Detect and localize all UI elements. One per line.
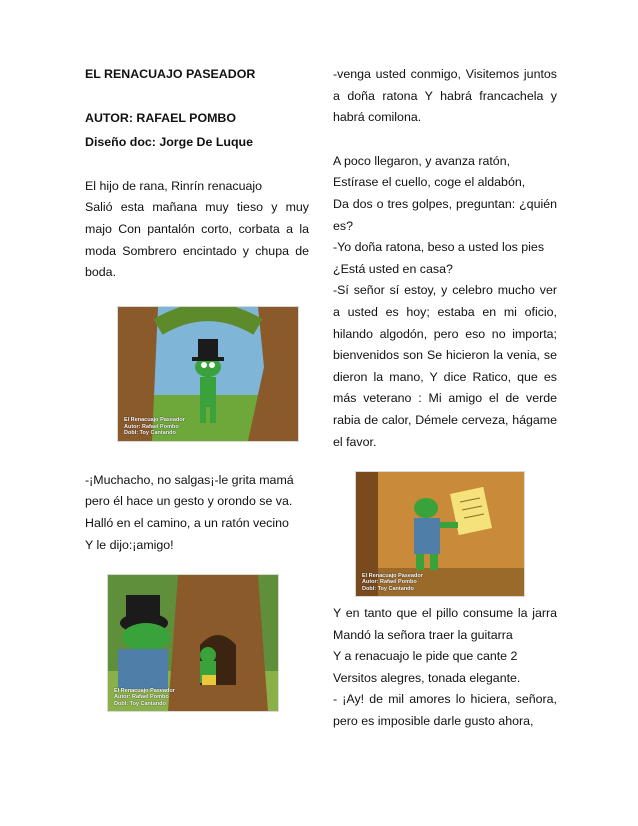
image-caption	[362, 573, 423, 593]
design-credit: Diseño doc: Jorge De Luque	[85, 135, 253, 150]
poem-line: -Yo doña ratona, beso a usted los pies	[333, 240, 545, 255]
poem-line: Y a renacuajo le pide que cante 2	[333, 649, 518, 664]
document-title: EL RENACUAJO PASEADOR	[85, 67, 256, 81]
caption-line: El Renacuajo Paseador	[114, 687, 175, 694]
poem-paragraph: Salió esta mañana muy tieso y muy majo Con pantalón corto, corbata a la moda Sombrero encintado y chupa de boda.	[85, 200, 309, 280]
left-column	[85, 64, 309, 712]
caption-line: Autor: Rafael Pombo	[114, 694, 169, 701]
image-caption	[114, 688, 175, 708]
poem-line: -¡Muchacho, no salgas¡-le grita mamá	[85, 472, 294, 487]
poem-paragraph: Y en tanto que el pillo consume la jarra Mandó la señora traer la guitarra	[333, 606, 557, 642]
poem-line: pero él hace un gesto y orondo se va.	[85, 494, 293, 509]
image-caption	[124, 417, 185, 437]
illustration-frog-letter	[355, 471, 525, 597]
poem-line: Da dos o tres golpes, preguntan: ¿quién es?	[333, 196, 557, 233]
poem-line: A poco llegaron, y avanza ratón,	[333, 153, 511, 168]
poem-line: Estírase el cuello, coge el aldabón,	[333, 175, 526, 190]
poem-paragraph: -venga usted conmigo, Visitemos juntos a doña ratona Y habrá francachela y habrá comilona.	[333, 67, 557, 125]
author-line: AUTOR: RAFAEL POMBO	[85, 110, 236, 125]
right-column	[333, 64, 557, 733]
caption-line: Autor: Rafael Pombo	[124, 423, 179, 430]
caption-line: El Renacuajo Paseador	[124, 417, 185, 424]
poem-line: Halló en el camino, a un ratón vecino	[85, 515, 289, 530]
poem-paragraph: -Sí señor sí estoy, y celebro mucho ver a usted es hoy; estaba en mi oficio, hilando algodón, pero eso no importa; bienvenidos son Se hicieron la venia, se dieron la mano, Y dice Ratico, que es más veterano : Mi amigo el de verde rabia de calor, Démele cerveza, hágame el favor.	[333, 283, 557, 449]
caption-line: Autor: Rafael Pombo	[362, 579, 417, 586]
spacer	[85, 154, 309, 176]
poem-paragraph: - ¡Ay! de mil amores lo hiciera, señora, pero es imposible darle gusto ahora,	[333, 692, 557, 729]
poem-line: El hijo de rana, Rinrín renacuajo	[85, 178, 263, 193]
spacer	[333, 129, 557, 151]
spacer	[85, 442, 309, 470]
caption-line: Dobl: Toy Cantando	[114, 700, 166, 707]
illustration-frog-forest	[117, 306, 299, 442]
caption-line: El Renacuajo Paseador	[362, 572, 423, 579]
caption-line: Dobl: Toy Cantando	[124, 430, 176, 437]
poem-line: ¿Está usted en casa?	[333, 261, 453, 276]
illustration-frog-and-rat	[107, 574, 279, 712]
caption-line: Dobl: Toy Cantando	[362, 585, 414, 592]
poem-line: Versitos alegres, tonada elegante.	[333, 670, 521, 685]
poem-line: Y le dijo:¡amigo!	[85, 537, 174, 552]
